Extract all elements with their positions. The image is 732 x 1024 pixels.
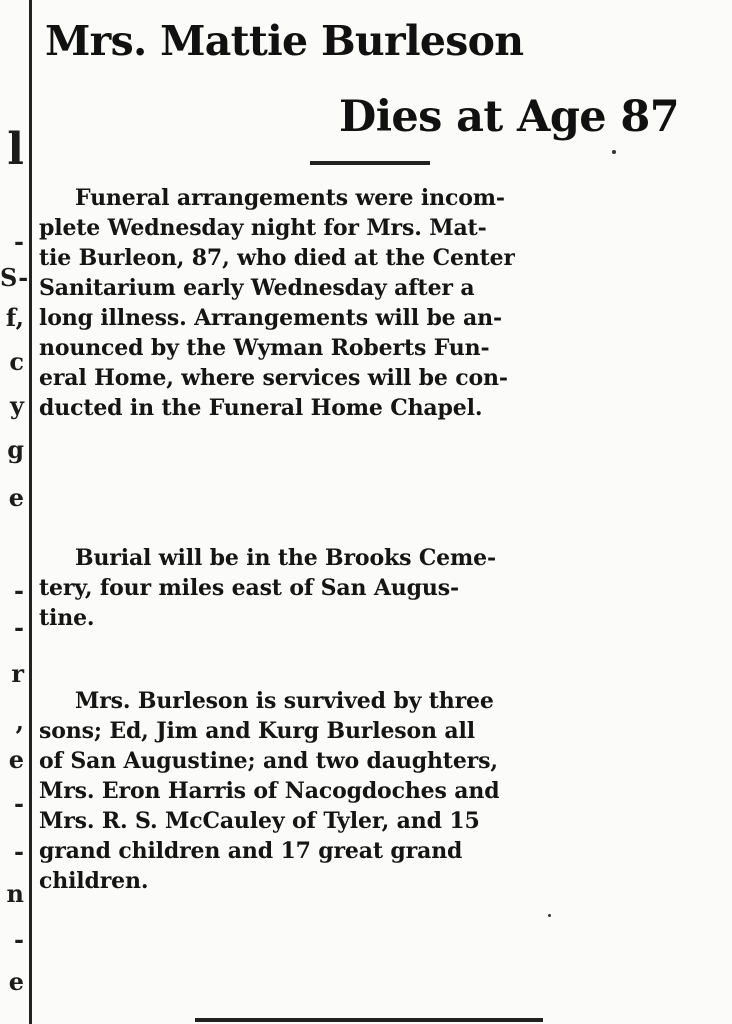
fragment-letter: e — [8, 967, 24, 996]
fragment-letter: - — [14, 837, 24, 866]
fragment-letter: - — [14, 925, 24, 954]
body-line: Funeral arrangements were incom- — [75, 185, 505, 211]
body-line: long illness. Arrangements will be an- — [39, 305, 502, 331]
body-line: sons; Ed, Jim and Kurg Burleson all — [39, 718, 475, 744]
fragment-letter: f, — [5, 303, 24, 332]
body-line: tery, four miles east of San Augus- — [39, 575, 459, 601]
fragment-letter: e — [8, 745, 24, 774]
paragraph-funeral-arrangements — [39, 183, 515, 423]
paragraph-survivors — [39, 686, 499, 896]
body-line: nounced by the Wyman Roberts Fun- — [39, 335, 490, 361]
fragment-letter: - — [14, 613, 24, 642]
fragment-letter: n — [6, 879, 24, 908]
paragraph-burial — [39, 543, 496, 633]
print-speck — [612, 150, 616, 154]
body-line: plete Wednesday night for Mrs. Mat- — [39, 215, 487, 241]
headline-line-1: Mrs. Mattie Burleson — [45, 17, 524, 65]
body-line: ducted in the Funeral Home Chapel. — [39, 395, 483, 421]
fragment-letter: y — [10, 391, 24, 420]
body-line: Mrs. Burleson is survived by three — [75, 688, 494, 714]
fragment-letter: l — [7, 124, 24, 175]
headline-line-2: Dies at Age 87 — [339, 92, 680, 142]
fragment-letter: c — [9, 347, 24, 376]
fragment-letter: r — [11, 659, 24, 688]
body-line: Sanitarium early Wednesday after a — [39, 275, 475, 301]
fragment-letter: - — [14, 789, 24, 818]
fragment-letter: e — [8, 483, 24, 512]
body-line: tine. — [39, 605, 95, 631]
fragment-letter: - — [14, 576, 24, 605]
fragment-letter: g — [7, 435, 24, 464]
article-end-divider — [195, 1018, 543, 1022]
column-divider — [29, 0, 32, 1024]
fragment-letter: , — [15, 707, 24, 736]
body-line: children. — [39, 868, 149, 894]
fragment-letter: - — [14, 227, 24, 256]
print-speck — [548, 914, 551, 917]
fragment-letter: S- — [0, 263, 28, 292]
body-line: of San Augustine; and two daughters, — [39, 748, 498, 774]
body-line: Burial will be in the Brooks Ceme- — [75, 545, 496, 571]
body-line: eral Home, where services will be con- — [39, 365, 508, 391]
adjacent-column-fragment — [0, 0, 28, 1024]
article-headline — [39, 12, 699, 144]
body-line: Mrs. R. S. McCauley of Tyler, and 15 — [39, 808, 480, 834]
headline-divider — [310, 161, 430, 165]
body-line: Mrs. Eron Harris of Nacogdoches and — [39, 778, 500, 804]
body-line: grand children and 17 great grand — [39, 838, 463, 864]
body-line: tie Burleon, 87, who died at the Center — [39, 245, 515, 271]
